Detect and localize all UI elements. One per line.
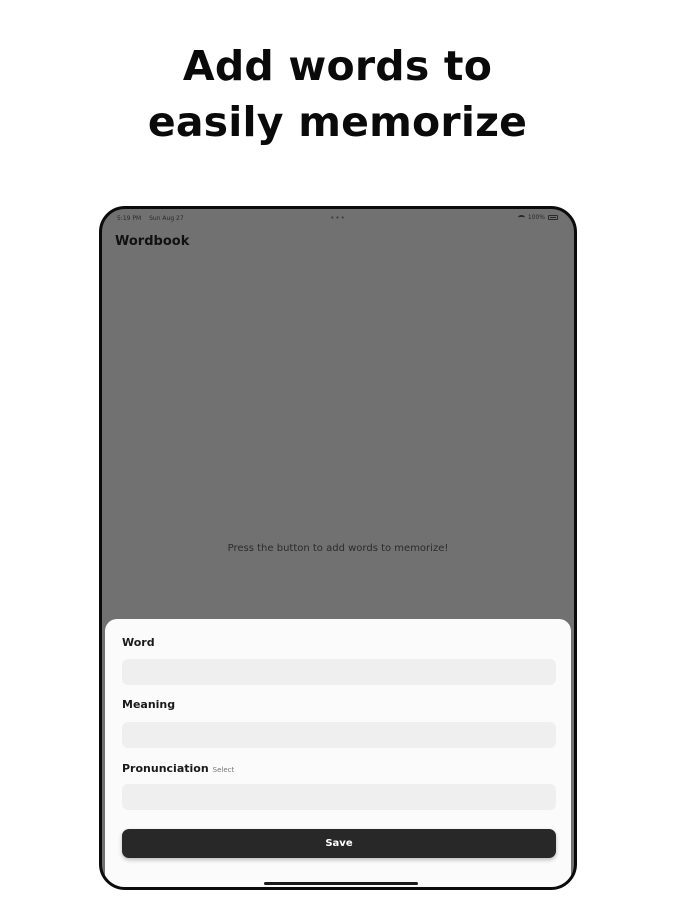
- pronunciation-input[interactable]: [122, 784, 556, 810]
- add-word-sheet: [105, 619, 571, 890]
- meaning-input[interactable]: [122, 722, 556, 748]
- tablet-frame: [99, 206, 577, 890]
- pronunciation-select-link[interactable]: Select: [212, 766, 235, 774]
- promo-headline: [0, 38, 675, 150]
- status-bar: [102, 209, 574, 227]
- pronunciation-label: Pronunciation: [122, 762, 209, 775]
- home-indicator[interactable]: [264, 882, 418, 885]
- wifi-icon: [518, 215, 525, 220]
- status-date: Sun Aug 27: [149, 215, 184, 222]
- save-button[interactable]: Save: [122, 829, 556, 858]
- headline-line-1: Add words to: [182, 42, 493, 90]
- headline-line-2: easily memorize: [147, 98, 528, 146]
- multitasking-dots-icon[interactable]: •••: [330, 214, 346, 222]
- word-input[interactable]: [122, 659, 556, 685]
- status-indicators: [518, 214, 558, 221]
- battery-percent: 100%: [527, 214, 545, 221]
- status-time-date: [117, 215, 190, 222]
- word-label: Word: [122, 636, 155, 649]
- meaning-label: Meaning: [122, 698, 176, 711]
- battery-icon: [548, 215, 558, 220]
- status-time: 5:19 PM: [117, 215, 142, 222]
- pronunciation-label-row: [122, 762, 234, 775]
- empty-state-message: Press the button to add words to memorize!: [227, 543, 449, 554]
- app-title: Wordbook: [115, 234, 190, 249]
